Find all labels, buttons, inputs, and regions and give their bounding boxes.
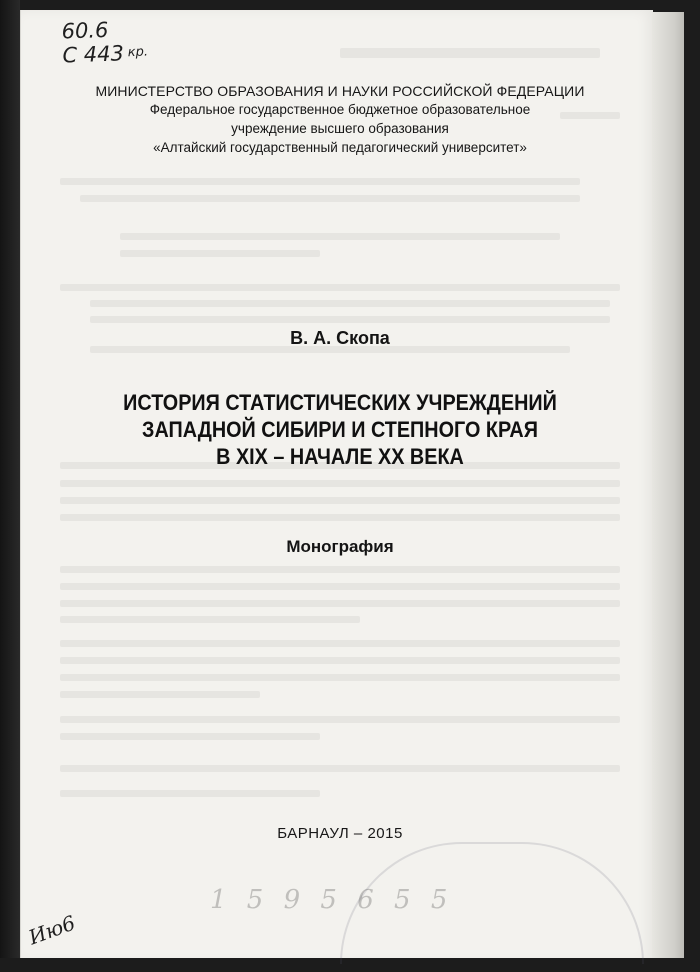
classification-suffix: кр. <box>127 44 149 61</box>
page-edge <box>652 12 684 960</box>
institution-line-2: учреждение высшего образования <box>231 121 449 136</box>
title-line-3: В XIX – НАЧАЛЕ XX ВЕКА <box>216 444 464 469</box>
margin-handwritten-note: Ию6 <box>25 910 79 950</box>
book-title <box>70 389 610 470</box>
book-binding <box>0 0 20 972</box>
library-classification-mark <box>61 17 148 68</box>
publisher-header <box>40 83 640 157</box>
title-line-1: ИСТОРИЯ СТАТИСТИЧЕСКИХ УЧРЕЖДЕНИЙ <box>123 390 557 415</box>
publication-genre: Монография <box>286 537 394 556</box>
inventory-number-faint: 1 5 9 5 6 5 5 <box>210 885 454 915</box>
imprint-city-year: БАРНАУЛ – 2015 <box>277 825 403 842</box>
author-name: В. А. Скопа <box>290 328 390 348</box>
ministry-name: МИНИСТЕРСТВО ОБРАЗОВАНИЯ И НАУКИ РОССИЙСКОЙ ФЕДЕРАЦИИ <box>95 83 585 99</box>
title-line-2: ЗАПАДНОЙ СИБИРИ И СТЕПНОГО КРАЯ <box>142 417 538 442</box>
institution-line-3: «Алтайский государственный педагогический университет» <box>153 140 527 155</box>
author-code: С 443 $^{кр.}$ <box>62 41 149 68</box>
scan-border-right <box>684 0 700 972</box>
institution-line-1: Федеральное государственное бюджетное образовательное <box>149 102 531 117</box>
classification-code: 60.6 <box>61 17 109 44</box>
